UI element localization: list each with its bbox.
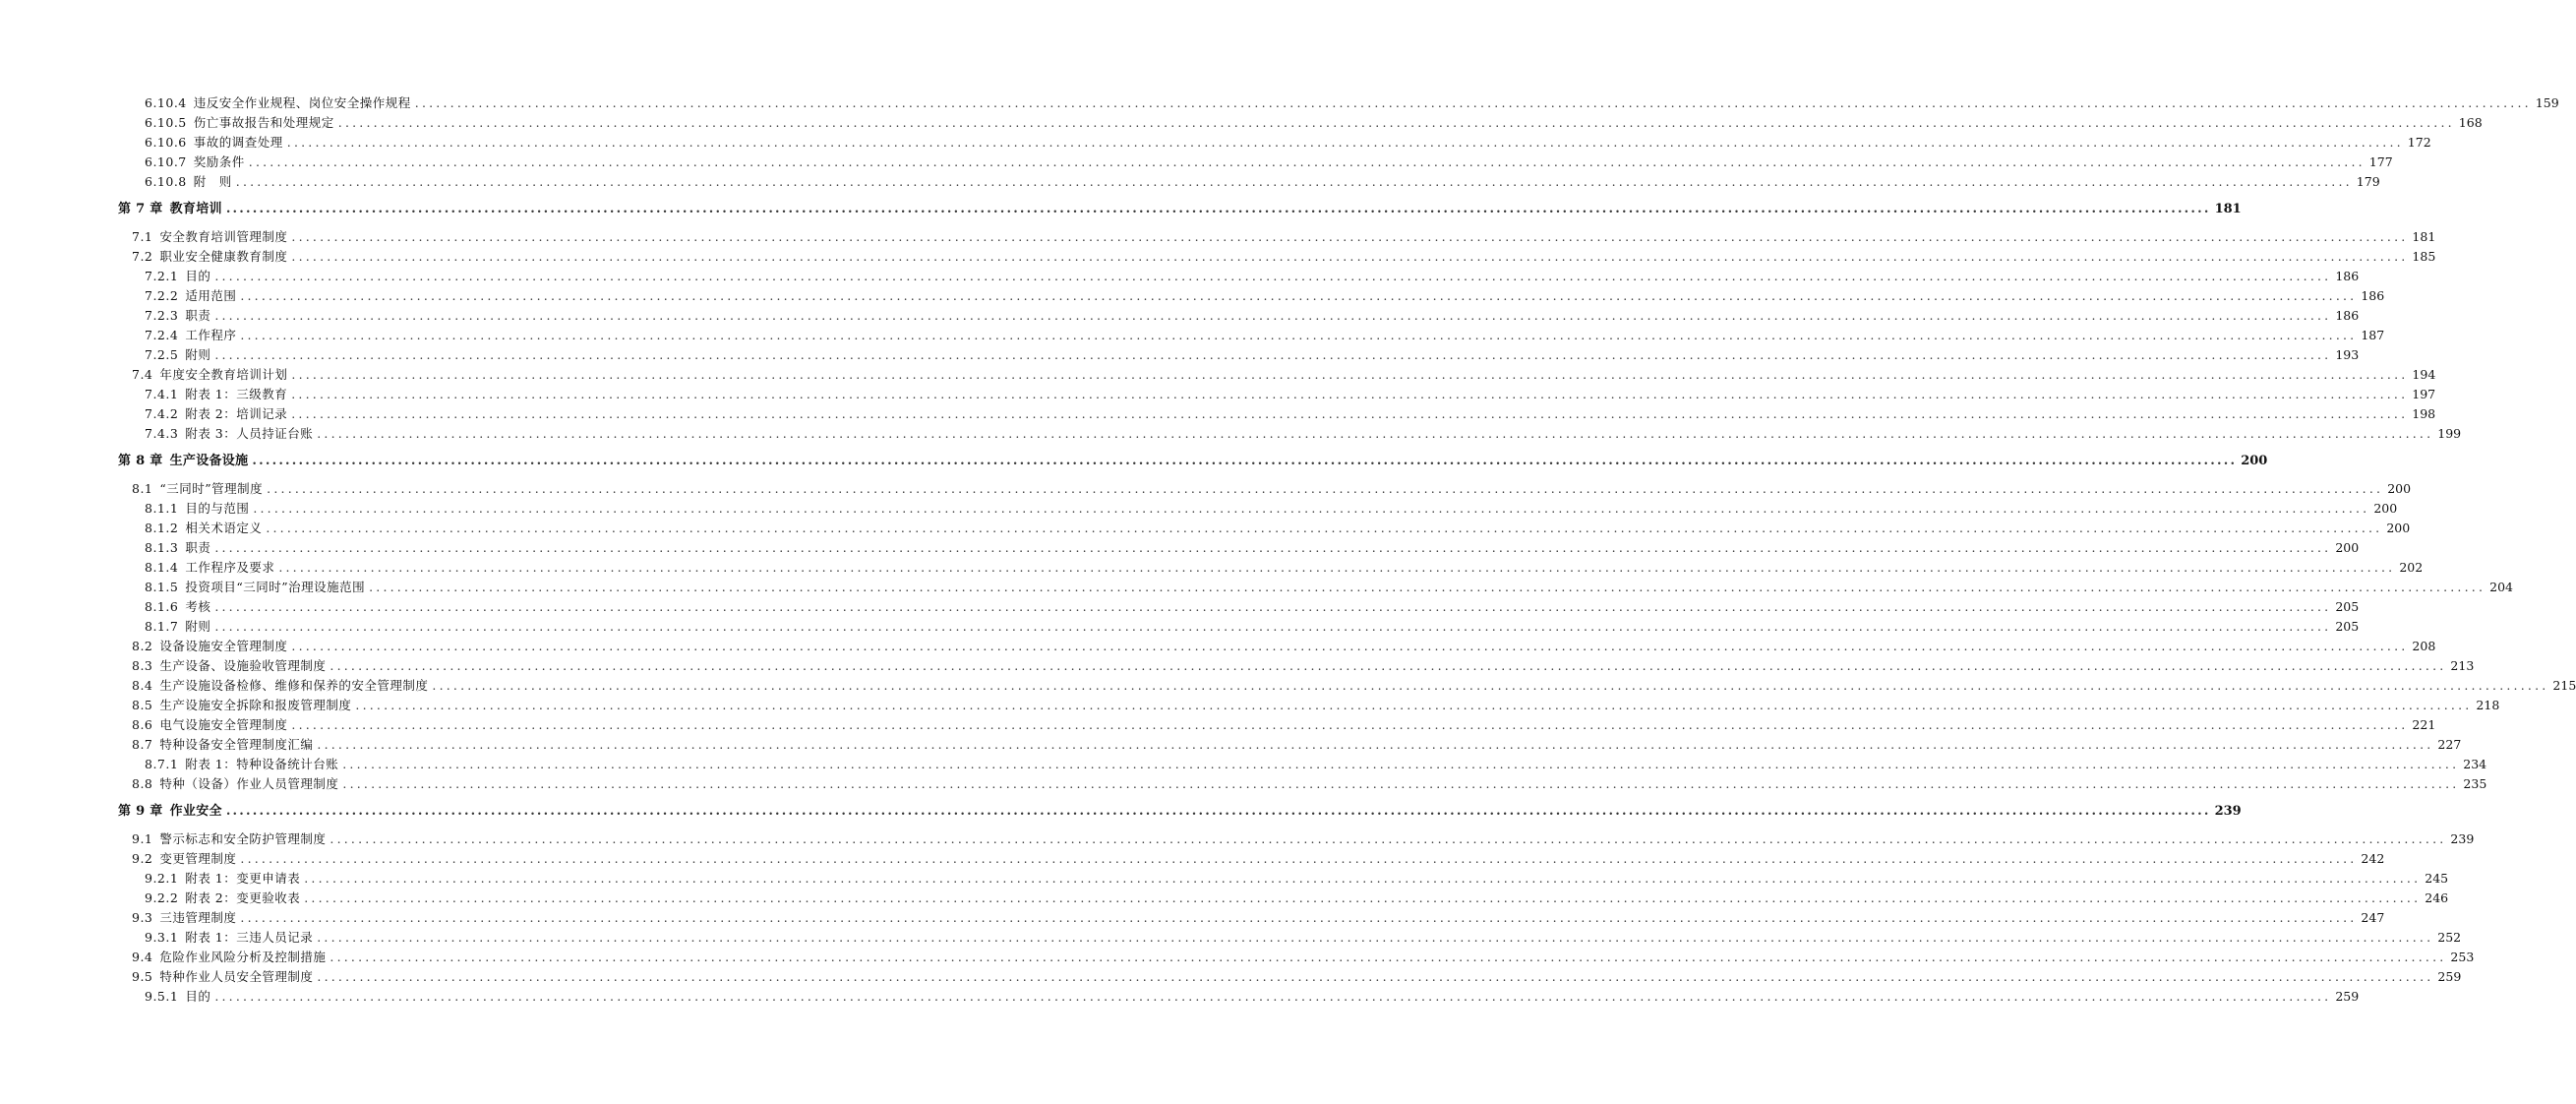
toc-entry-page-number: 200	[2386, 521, 2411, 535]
dot-leader: ............................................................................................................................................................................................................................................................................................................	[286, 135, 2404, 150]
toc-entry[interactable]	[145, 869, 2449, 889]
dot-leader: ............................................................................................................................................................................................................................................................................................................	[214, 599, 2332, 614]
toc-entry-page-number: 215	[2552, 678, 2576, 693]
dot-leader: ............................................................................................................................................................................................................................................................................................................	[329, 950, 2447, 964]
toc-entry-number: 第 7 章	[118, 202, 163, 216]
dot-leader: ............................................................................................................................................................................................................................................................................................................	[304, 890, 2422, 905]
dot-leader: ............................................................................................................................................................................................................................................................................................................	[240, 328, 2358, 342]
toc-entry-title: 附则	[185, 347, 211, 362]
dot-leader: ............................................................................................................................................................................................................................................................................................................	[329, 831, 2447, 846]
dot-leader: ............................................................................................................................................................................................................................................................................................................	[225, 804, 2211, 819]
toc-entry-page-number: 239	[2214, 804, 2242, 819]
toc-entry-title: 特种（设备）作业人员管理制度	[159, 776, 339, 791]
dot-leader: ............................................................................................................................................................................................................................................................................................................	[214, 540, 2332, 555]
toc-entry-title: 附表 1：三违人员记录	[185, 930, 314, 945]
toc-entry-page-number: 193	[2335, 347, 2360, 362]
toc-entry-number: 6.10.7	[145, 154, 187, 169]
dot-leader: ............................................................................................................................................................................................................................................................................................................	[235, 174, 2353, 189]
toc-entry-number: 8.1.2	[145, 521, 179, 535]
toc-entry-number: 8.1.6	[145, 599, 179, 614]
toc-entry-page-number: 227	[2437, 737, 2462, 752]
toc-entry[interactable]	[132, 479, 2412, 499]
dot-leader: ............................................................................................................................................................................................................................................................................................................	[291, 387, 2409, 401]
toc-entry[interactable]	[145, 597, 2360, 617]
toc-entry-title: 生产设备、设施验收管理制度	[159, 658, 327, 673]
toc-entry-number: 9.1	[132, 831, 153, 846]
toc-entry-number: 8.1.3	[145, 540, 179, 555]
toc-entry-page-number: 252	[2437, 930, 2462, 945]
toc-entry[interactable]	[132, 637, 2436, 656]
toc-entry-page-number: 253	[2450, 950, 2475, 964]
toc-entry-page-number: 199	[2437, 426, 2462, 441]
toc-entry-number: 7.2.5	[145, 347, 179, 362]
toc-entry[interactable]	[145, 578, 2513, 597]
toc-entry-page-number: 200	[2335, 540, 2360, 555]
toc-entry[interactable]	[145, 755, 2487, 774]
toc-entry[interactable]	[145, 153, 2393, 172]
toc-entry-number: 7.4.3	[145, 426, 179, 441]
toc-entry-title: 事故的调查处理	[193, 135, 283, 150]
toc-entry-title: 职责	[185, 540, 211, 555]
toc-entry-title: 警示标志和安全防护管理制度	[159, 831, 327, 846]
toc-entry-page-number: 185	[2412, 249, 2436, 264]
toc-entry-title: 考核	[185, 599, 211, 614]
toc-entry-number: 8.8	[132, 776, 153, 791]
dot-leader: ............................................................................................................................................................................................................................................................................................................	[317, 737, 2434, 752]
toc-entry-title: 安全教育培训管理制度	[159, 229, 288, 244]
toc-entry-number: 8.7	[132, 737, 153, 752]
toc-entry-number: 7.1	[132, 229, 153, 244]
toc-entry-title: 附表 1：变更申请表	[185, 871, 301, 886]
toc-entry-number: 9.4	[132, 950, 153, 964]
toc-entry-page-number: 186	[2335, 308, 2360, 323]
dot-leader: ............................................................................................................................................................................................................................................................................................................	[240, 288, 2358, 303]
toc-entry-page-number: 234	[2463, 757, 2487, 771]
toc-entry-number: 第 8 章	[118, 454, 163, 468]
dot-leader: ............................................................................................................................................................................................................................................................................................................	[214, 347, 2332, 362]
toc-entry[interactable]	[132, 849, 2385, 869]
toc-entry-page-number: 181	[2214, 202, 2242, 216]
toc-entry-title: 工作程序及要求	[185, 560, 275, 575]
toc-entry-title: 附表 1：特种设备统计台账	[185, 757, 339, 771]
toc-chapter-heading[interactable]	[118, 802, 2242, 822]
toc-entry-number: 8.1	[132, 481, 153, 496]
toc-entry-title: 设备设施安全管理制度	[159, 639, 288, 653]
toc-entry[interactable]	[145, 113, 2483, 133]
toc-entry[interactable]	[132, 676, 2576, 696]
dot-leader: ............................................................................................................................................................................................................................................................................................................	[214, 308, 2332, 323]
toc-entry-page-number: 246	[2425, 890, 2449, 905]
toc-entry-page-number: 177	[2368, 154, 2393, 169]
toc-entry-title: 年度安全教育培训计划	[159, 367, 288, 382]
toc-entry-title: 作业安全	[169, 804, 222, 819]
toc-entry-title: 生产设施安全拆除和报废管理制度	[159, 698, 352, 712]
toc-entry-page-number: 200	[2241, 454, 2268, 468]
table-of-contents	[0, 93, 2576, 1007]
toc-entry[interactable]	[145, 306, 2360, 326]
toc-entry-title: 特种作业人员安全管理制度	[159, 969, 314, 984]
toc-entry[interactable]	[132, 908, 2385, 928]
toc-entry-number: 7.2.3	[145, 308, 179, 323]
dot-leader: ............................................................................................................................................................................................................................................................................................................	[225, 202, 2211, 216]
toc-entry-title: 职业安全健康教育制度	[159, 249, 288, 264]
toc-entry-title: 投资项目“三同时”治理设施范围	[185, 580, 366, 594]
toc-entry-title: 电气设施安全管理制度	[159, 717, 288, 732]
dot-leader: ............................................................................................................................................................................................................................................................................................................	[291, 639, 2409, 653]
toc-entry-title: 附则	[185, 619, 211, 634]
toc-entry-title: 工作程序	[185, 328, 237, 342]
toc-entry-title: 附 则	[193, 174, 232, 189]
toc-entry[interactable]	[145, 326, 2385, 345]
toc-entry-title: 教育培训	[169, 202, 222, 216]
toc-entry-page-number: 186	[2361, 288, 2385, 303]
dot-leader: ............................................................................................................................................................................................................................................................................................................	[329, 658, 2447, 673]
toc-entry[interactable]	[145, 385, 2436, 404]
toc-entry[interactable]	[145, 889, 2449, 908]
dot-leader: ............................................................................................................................................................................................................................................................................................................	[266, 521, 2383, 535]
toc-entry-page-number: 181	[2412, 229, 2436, 244]
toc-entry-title: 相关术语定义	[185, 521, 263, 535]
toc-entry-number: 9.5	[132, 969, 153, 984]
dot-leader: ............................................................................................................................................................................................................................................................................................................	[214, 269, 2332, 283]
dot-leader: ............................................................................................................................................................................................................................................................................................................	[342, 757, 2460, 771]
toc-entry-page-number: 239	[2450, 831, 2475, 846]
toc-entry-number: 7.2.2	[145, 288, 179, 303]
toc-entry[interactable]	[145, 133, 2431, 153]
toc-entry-page-number: 187	[2361, 328, 2385, 342]
dot-leader: ............................................................................................................................................................................................................................................................................................................	[369, 580, 2486, 594]
toc-entry-title: 附表 1：三级教育	[185, 387, 288, 401]
toc-entry-number: 9.2.2	[145, 890, 179, 905]
dot-leader: ............................................................................................................................................................................................................................................................................................................	[240, 910, 2358, 925]
dot-leader: ............................................................................................................................................................................................................................................................................................................	[267, 481, 2384, 496]
toc-entry-title: 附表 2：变更验收表	[185, 890, 301, 905]
toc-entry[interactable]	[132, 227, 2436, 247]
toc-entry-number: 8.1.5	[145, 580, 179, 594]
dot-leader: ............................................................................................................................................................................................................................................................................................................	[317, 426, 2434, 441]
toc-entry-page-number: 198	[2412, 406, 2436, 421]
toc-entry-title: 变更管理制度	[159, 851, 237, 866]
toc-entry-number: 7.4	[132, 367, 153, 382]
toc-entry-title: 奖励条件	[193, 154, 245, 169]
toc-entry-page-number: 208	[2412, 639, 2436, 653]
toc-entry-number: 8.4	[132, 678, 153, 693]
toc-entry[interactable]	[132, 365, 2436, 385]
toc-entry-page-number: 186	[2335, 269, 2360, 283]
dot-leader: ............................................................................................................................................................................................................................................................................................................	[214, 619, 2332, 634]
dot-leader: ............................................................................................................................................................................................................................................................................................................	[355, 698, 2473, 712]
toc-entry-number: 8.1.7	[145, 619, 179, 634]
toc-entry-page-number: 221	[2412, 717, 2436, 732]
toc-entry[interactable]	[132, 774, 2487, 794]
toc-entry-title: 目的	[185, 989, 211, 1004]
toc-entry-title: 附表 2：培训记录	[185, 406, 288, 421]
toc-entry[interactable]	[145, 345, 2360, 365]
toc-entry-number: 9.3	[132, 910, 153, 925]
toc-entry-title: 生产设备设施	[169, 454, 249, 468]
toc-entry-number: 9.2	[132, 851, 153, 866]
toc-entry-title: 三违管理制度	[159, 910, 237, 925]
toc-entry[interactable]	[145, 172, 2380, 192]
toc-entry[interactable]	[145, 617, 2360, 637]
toc-entry-number: 8.2	[132, 639, 153, 653]
dot-leader: ............................................................................................................................................................................................................................................................................................................	[214, 989, 2332, 1004]
dot-leader: ............................................................................................................................................................................................................................................................................................................	[248, 154, 2366, 169]
toc-entry[interactable]	[132, 656, 2475, 676]
toc-entry-title: 生产设施设备检修、维修和保养的安全管理制度	[159, 678, 429, 693]
toc-entry-number: 第 9 章	[118, 804, 163, 819]
dot-leader: ............................................................................................................................................................................................................................................................................................................	[414, 95, 2532, 110]
dot-leader: ............................................................................................................................................................................................................................................................................................................	[317, 930, 2434, 945]
toc-entry-page-number: 202	[2399, 560, 2424, 575]
toc-entry-title: “三同时”管理制度	[159, 481, 264, 496]
toc-entry-title: 伤亡事故报告和处理规定	[193, 115, 334, 130]
toc-entry-number: 8.6	[132, 717, 153, 732]
toc-entry[interactable]	[132, 696, 2500, 715]
toc-entry[interactable]	[132, 735, 2462, 755]
toc-entry[interactable]	[145, 538, 2360, 558]
toc-entry-page-number: 168	[2458, 115, 2483, 130]
dot-leader: ............................................................................................................................................................................................................................................................................................................	[291, 249, 2409, 264]
dot-leader: ............................................................................................................................................................................................................................................................................................................	[291, 229, 2409, 244]
toc-entry-number: 7.2.4	[145, 328, 179, 342]
toc-entry-page-number: 247	[2361, 910, 2385, 925]
toc-entry[interactable]	[145, 286, 2385, 306]
toc-entry-title: 适用范围	[185, 288, 237, 303]
toc-entry-title: 目的与范围	[185, 501, 250, 516]
dot-leader: ............................................................................................................................................................................................................................................................................................................	[304, 871, 2422, 886]
toc-entry-page-number: 200	[2373, 501, 2398, 516]
toc-entry-number: 6.10.4	[145, 95, 187, 110]
dot-leader: ............................................................................................................................................................................................................................................................................................................	[337, 115, 2455, 130]
dot-leader: ............................................................................................................................................................................................................................................................................................................	[278, 560, 2396, 575]
toc-entry-page-number: 245	[2425, 871, 2449, 886]
toc-entry-page-number: 159	[2535, 95, 2559, 110]
toc-chapter-heading[interactable]	[118, 200, 2242, 219]
toc-entry-page-number: 194	[2412, 367, 2436, 382]
toc-entry[interactable]	[132, 948, 2475, 967]
toc-entry-page-number: 197	[2412, 387, 2436, 401]
toc-entry-number: 6.10.8	[145, 174, 187, 189]
toc-entry-number: 7.2.1	[145, 269, 179, 283]
dot-leader: ............................................................................................................................................................................................................................................................................................................	[291, 367, 2409, 382]
toc-entry-page-number: 259	[2335, 989, 2360, 1004]
toc-entry-number: 8.1.4	[145, 560, 179, 575]
toc-entry[interactable]	[145, 424, 2462, 444]
toc-entry-title: 附表 3：人员持证台账	[185, 426, 314, 441]
toc-entry[interactable]	[145, 519, 2411, 538]
toc-entry-page-number: 172	[2407, 135, 2431, 150]
toc-entry[interactable]	[132, 715, 2436, 735]
toc-entry[interactable]	[145, 404, 2436, 424]
toc-entry-page-number: 204	[2489, 580, 2513, 594]
toc-entry[interactable]	[145, 558, 2424, 578]
dot-leader: ............................................................................................................................................................................................................................................................................................................	[291, 406, 2409, 421]
toc-entry-title: 目的	[185, 269, 211, 283]
toc-entry[interactable]	[132, 247, 2436, 267]
toc-chapter-heading[interactable]	[118, 452, 2268, 471]
toc-entry-page-number: 242	[2361, 851, 2385, 866]
dot-leader: ............................................................................................................................................................................................................................................................................................................	[432, 678, 2549, 693]
toc-entry[interactable]	[145, 928, 2462, 948]
toc-entry-page-number: 218	[2476, 698, 2500, 712]
toc-entry-title: 危险作业风险分析及控制措施	[159, 950, 327, 964]
toc-entry-number: 7.4.2	[145, 406, 179, 421]
toc-entry[interactable]	[145, 267, 2360, 286]
toc-entry-page-number: 213	[2450, 658, 2475, 673]
dot-leader: ............................................................................................................................................................................................................................................................................................................	[291, 717, 2409, 732]
toc-entry-page-number: 235	[2463, 776, 2487, 791]
toc-entry[interactable]	[145, 499, 2398, 519]
toc-entry-number: 6.10.5	[145, 115, 187, 130]
toc-entry-page-number: 205	[2335, 599, 2360, 614]
dot-leader: ............................................................................................................................................................................................................................................................................................................	[342, 776, 2460, 791]
toc-entry-number: 7.4.1	[145, 387, 179, 401]
toc-entry-title: 职责	[185, 308, 211, 323]
dot-leader: ............................................................................................................................................................................................................................................................................................................	[240, 851, 2358, 866]
toc-entry[interactable]	[145, 987, 2360, 1007]
toc-entry[interactable]	[145, 93, 2559, 113]
toc-entry-number: 8.1.1	[145, 501, 179, 516]
toc-entry-title: 违反安全作业规程、岗位安全操作规程	[193, 95, 411, 110]
toc-entry-number: 6.10.6	[145, 135, 187, 150]
toc-entry-number: 8.5	[132, 698, 153, 712]
toc-entry-page-number: 205	[2335, 619, 2360, 634]
toc-entry-title: 特种设备安全管理制度汇编	[159, 737, 314, 752]
toc-entry[interactable]	[132, 967, 2462, 987]
toc-entry-page-number: 179	[2356, 174, 2380, 189]
dot-leader: ............................................................................................................................................................................................................................................................................................................	[317, 969, 2434, 984]
toc-entry-page-number: 259	[2437, 969, 2462, 984]
toc-entry-number: 7.2	[132, 249, 153, 264]
toc-entry-number: 9.2.1	[145, 871, 179, 886]
toc-entry-number: 8.7.1	[145, 757, 179, 771]
dot-leader: ............................................................................................................................................................................................................................................................................................................	[252, 454, 2238, 468]
toc-entry-number: 9.3.1	[145, 930, 179, 945]
toc-entry-number: 8.3	[132, 658, 153, 673]
dot-leader: ............................................................................................................................................................................................................................................................................................................	[253, 501, 2370, 516]
toc-entry-number: 9.5.1	[145, 989, 179, 1004]
toc-entry-page-number: 200	[2387, 481, 2412, 496]
toc-entry[interactable]	[132, 829, 2475, 849]
